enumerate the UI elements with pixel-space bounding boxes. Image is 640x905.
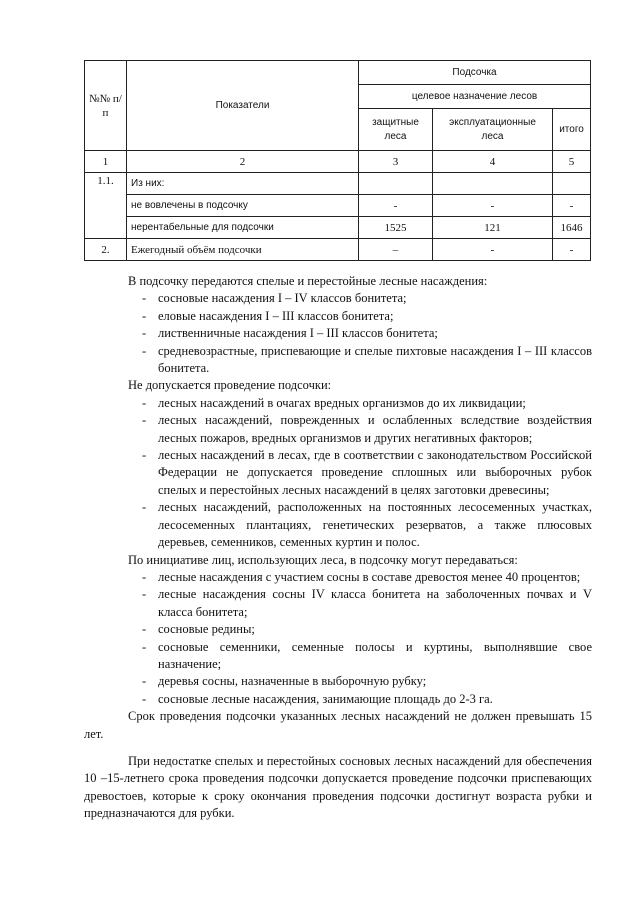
row-num: 1.1. <box>85 173 127 239</box>
dash-marker: - <box>142 622 147 637</box>
list-item-text: деревья сосны, назначенные в выборочную рубку; <box>158 674 427 689</box>
row-label: Из них: <box>127 173 359 195</box>
cell-value: - <box>433 239 553 261</box>
list-item <box>84 290 592 307</box>
list-item-text: средневозрастные, приспевающие и спелые пихтовые насаждения I – III классов бонитета. <box>158 343 592 376</box>
row-label: нерентабельные для подсочки <box>127 217 359 239</box>
colnum-1: 1 <box>85 151 127 173</box>
list-item-text: сосновые семенники, семенные полосы и куртины, выполнявшие свое назначение; <box>158 639 592 671</box>
dash-marker: - <box>142 291 147 306</box>
list-item-text: сосновые редины; <box>158 622 255 637</box>
cell-value: 1525 <box>359 217 433 239</box>
list-item-text: еловые насаждения I – III классов бонитета; <box>158 308 394 323</box>
row-num: 2. <box>85 239 127 261</box>
list-item <box>84 499 592 551</box>
list-item-text: лиственничные насаждения I – III классов бонитета; <box>158 326 438 341</box>
paragraph: По инициативе лиц, использующих леса, в подсочку могут передаваться: <box>128 552 518 567</box>
cell-value: - <box>359 195 433 217</box>
paragraph: Срок проведения подсочки указанных лесных насаждений не должен превышать 15 лет. <box>84 709 592 741</box>
list-item-text: сосновые лесные насаждения, занимающие площадь до 2-3 га. <box>158 691 493 706</box>
header-indicators: Показатели <box>127 61 359 151</box>
colnum-5: 5 <box>553 151 591 173</box>
header-exploitation: эксплуатационные леса <box>433 109 553 151</box>
cell-empty <box>553 173 591 195</box>
cell-value: - <box>433 195 553 217</box>
document-body <box>84 273 592 823</box>
colnum-3: 3 <box>359 151 433 173</box>
list-item-text: лесных насаждений, расположенных на постоянных лесосеменных участках, лесосеменных плантациях, генетических резерватов, а также плюсовых деревьев, семенников, семенных куртин и полос. <box>158 500 592 550</box>
header-group: Подсочка <box>359 61 591 85</box>
dash-marker: - <box>142 413 147 428</box>
header-num: №№ п/п <box>85 61 127 151</box>
dash-marker: - <box>142 569 147 584</box>
list-item <box>84 447 592 499</box>
header-protective: защитные леса <box>359 109 433 151</box>
dash-marker: - <box>142 448 147 463</box>
colnum-4: 4 <box>433 151 553 173</box>
dash-marker: - <box>142 500 147 515</box>
list-item-text: лесные насаждения сосны IV класса бонитета на заболоченных почвах и V класса бонитета; <box>158 587 592 619</box>
cell-value: - <box>553 239 591 261</box>
table-row <box>85 239 591 261</box>
list-item <box>84 639 592 674</box>
paragraph: Не допускается проведение подсочки: <box>128 378 332 393</box>
list-item <box>84 325 592 342</box>
dash-marker: - <box>142 587 147 602</box>
cell-value: 121 <box>433 217 553 239</box>
list-item-text: сосновые насаждения I – IV классов бонитета; <box>158 291 407 306</box>
cell-value: - <box>553 195 591 217</box>
cell-empty <box>359 173 433 195</box>
paragraph: В подсочку передаются спелые и перестойные лесные насаждения: <box>128 274 488 288</box>
paragraph: При недостатке спелых и перестойных сосновых лесных насаждений для обеспечения 10 –15-летнего срока проведения подсочки допускается проведение подсочки приспевающих древостоев, которые к сроку окончания проведения подсочки достигнут возраста рубки и предназначаются для рубки. <box>84 753 592 821</box>
dash-marker: - <box>142 395 147 410</box>
cell-value: 1646 <box>553 217 591 239</box>
list-item <box>84 621 592 638</box>
list-item <box>84 673 592 690</box>
cell-value: – <box>359 239 433 261</box>
list-item-text: лесные насаждения с участием сосны в составе древостоя менее 40 процентов; <box>158 569 581 584</box>
list-item-text: лесных насаждений в лесах, где в соответствии с законодательством Российской Федерации не допускается проведение сплошных или выборочных рубок спелых и перестойных лесных насаждений в целях заготовки древесины; <box>158 448 592 497</box>
table-row <box>85 195 591 217</box>
header-total: итого <box>553 109 591 151</box>
cell-empty <box>433 173 553 195</box>
list-item <box>84 395 592 412</box>
data-table <box>84 60 591 261</box>
list-item <box>84 691 592 708</box>
list-item <box>84 308 592 325</box>
dash-marker: - <box>142 639 147 654</box>
table-row <box>85 173 591 195</box>
header-subgroup: целевое назначение лесов <box>359 85 591 109</box>
dash-marker: - <box>142 308 147 323</box>
table-row <box>85 217 591 239</box>
dash-marker: - <box>142 343 147 358</box>
colnum-2: 2 <box>127 151 359 173</box>
row-label: Ежегодный объём подсочки <box>127 239 359 261</box>
list-item-text: лесных насаждений, поврежденных и ослабленных вследствие воздействия лесных пожаров, вредных организмов и других негативных факторов; <box>158 413 592 445</box>
list-item <box>84 586 592 621</box>
list-item <box>84 412 592 447</box>
list-item <box>84 569 592 586</box>
list-item <box>84 343 592 378</box>
dash-marker: - <box>142 674 147 689</box>
row-label: не вовлечены в подсочку <box>127 195 359 217</box>
list-item-text: лесных насаждений в очагах вредных организмов до их ликвидации; <box>158 395 526 410</box>
dash-marker: - <box>142 691 147 706</box>
dash-marker: - <box>142 326 147 341</box>
